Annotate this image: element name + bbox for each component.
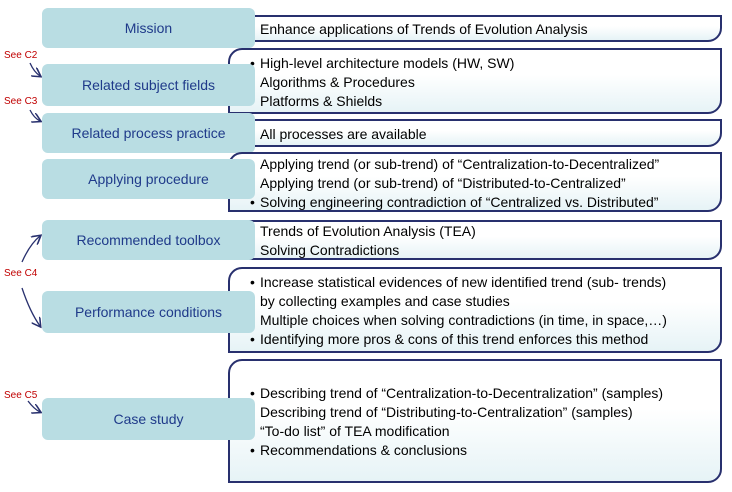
list-item: • Describing trend of “Centralization-to-Decentralization” (samples)	[250, 384, 720, 403]
list-item-continuation: by collecting examples and case studies	[260, 293, 510, 309]
list-item: • Applying trend (or sub-trend) of “Distributed-to-Centralized”	[250, 174, 720, 193]
see-c5-label: See C5	[4, 390, 38, 401]
case-study-content	[228, 359, 722, 483]
list-item: • Solving Contradictions	[250, 241, 720, 260]
list-item: • High-level architecture models (HW, SW)	[250, 54, 720, 73]
list-item: • Enhance applications of Trends of Evolution Analysis	[250, 20, 720, 39]
list-item: • Platforms & Shields	[250, 92, 720, 111]
see-c4-label: See C4	[4, 268, 38, 279]
mission-content	[228, 15, 722, 42]
mission-label: Mission	[42, 8, 255, 48]
list-item: • Multiple choices when solving contradictions (in time, in space,…)	[250, 311, 720, 330]
see-c3-label: See C3	[4, 96, 38, 107]
process-practice-label: Related process practice	[42, 113, 255, 153]
list-item: • Identifying more pros & cons of this trend enforces this method	[250, 330, 720, 349]
toolbox-label: Recommended toolbox	[42, 220, 255, 260]
list-item	[250, 273, 720, 311]
applying-procedure-label: Applying procedure	[42, 159, 255, 199]
arrow-c4-down	[22, 288, 40, 326]
subject-fields-content	[228, 48, 722, 114]
arrow-c4-up	[22, 236, 40, 262]
subject-fields-label: Related subject fields	[42, 64, 255, 106]
list-item: • Trends of Evolution Analysis (TEA)	[250, 222, 720, 241]
list-item: • Algorithms & Procedures	[250, 73, 720, 92]
process-practice-content	[228, 119, 722, 147]
list-item: • “To-do list” of TEA modification	[250, 422, 720, 441]
list-item: • Applying trend (or sub-trend) of “Centralization-to-Decentralized”	[250, 155, 720, 174]
arrow-c3	[30, 110, 40, 121]
performance-label: Performance conditions	[42, 291, 255, 333]
performance-content	[228, 267, 722, 353]
list-item: • Solving engineering contradiction of “Centralized vs. Distributed”	[250, 193, 720, 212]
see-c2-label: See C2	[4, 50, 38, 61]
arrow-c2	[30, 63, 40, 76]
arrow-c5	[28, 401, 40, 412]
applying-procedure-content	[228, 152, 722, 212]
toolbox-content	[228, 220, 722, 260]
case-study-label: Case study	[42, 398, 255, 440]
list-item-text: Increase statistical evidences of new identified trend (sub- trends)	[260, 274, 667, 290]
list-item: • All processes are available	[250, 125, 720, 144]
list-item: • Recommendations & conclusions	[250, 441, 720, 460]
list-item: • Describing trend of “Distributing-to-Centralization” (samples)	[250, 403, 720, 422]
